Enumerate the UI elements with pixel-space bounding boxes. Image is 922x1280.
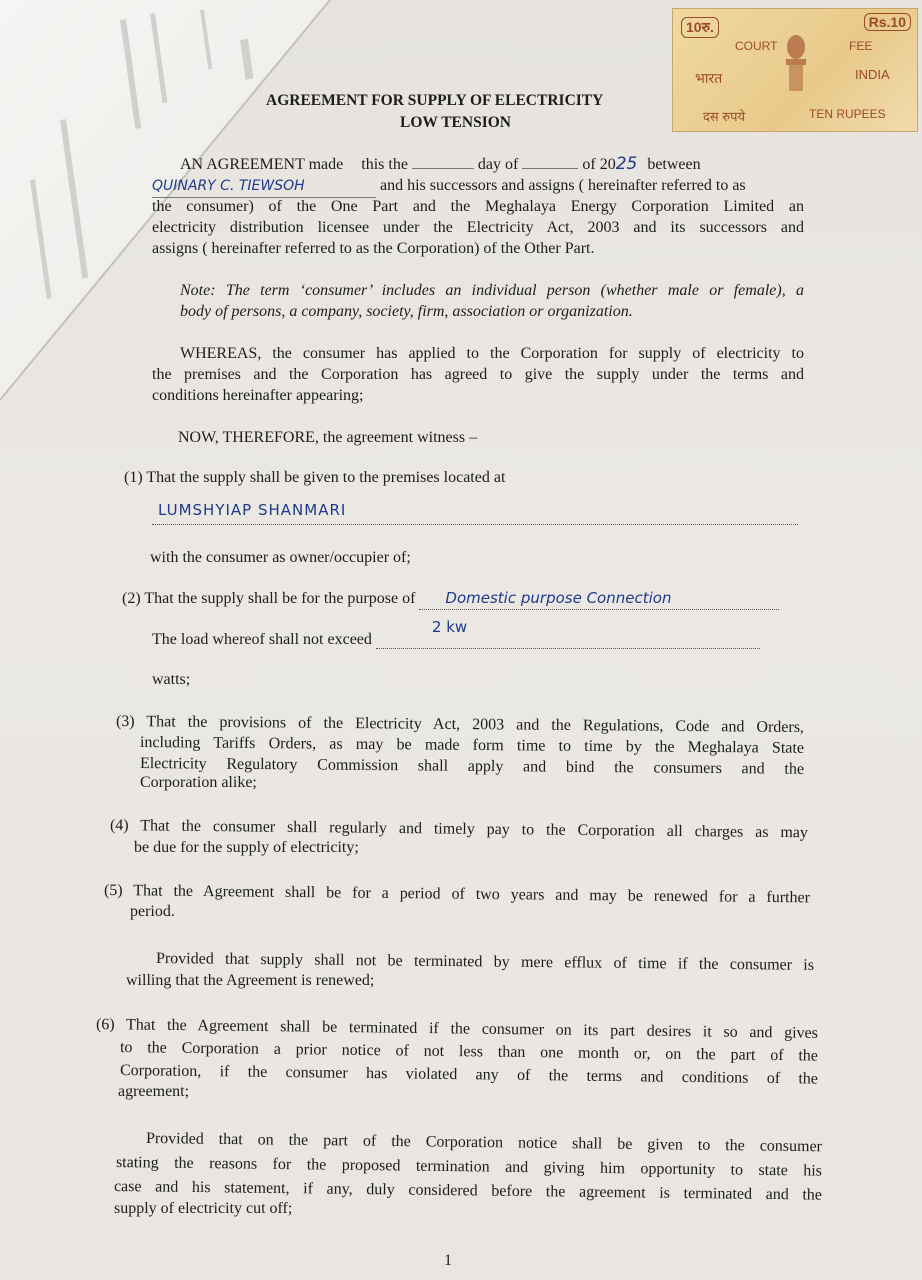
page-number: 1 xyxy=(444,1252,452,1269)
preamble-line-4: electricity distribution licensee under the Electricity Act, 2003 and its successors and xyxy=(152,219,804,236)
clause-6-line-4: agreement; xyxy=(118,1083,190,1100)
clause-6-proviso-1: Provided that on the part of the Corporation notice shall be given to the consumer xyxy=(145,1130,823,1156)
clause-3-line-1: (3) That the provisions of the Electricity Act, 2003 and the Regulations, Code and Orders, xyxy=(115,713,805,737)
note-line-2: body of persons, a company, society, firm, association or organization. xyxy=(180,303,633,320)
location-field xyxy=(152,500,798,525)
clause-2-line-2 xyxy=(152,618,792,651)
now-therefore: NOW, THEREFORE, the agreement witness – xyxy=(178,429,478,446)
whereas-line-1: WHEREAS, the consumer has applied to the Corporation for supply of electricity to xyxy=(180,345,804,362)
load-handwritten: 2 kw xyxy=(431,618,468,636)
clause-5-line-1: (5) That the Agreement shall be for a period of two years and may be renewed for a further xyxy=(103,882,811,907)
clause-6-line-3: Corporation, if the consumer has violated any of the terms and conditions of the xyxy=(119,1062,819,1088)
clause-6-line-2: to the Corporation a prior notice of not less than one month or, on the part of the xyxy=(119,1039,819,1065)
stamp-hindi-value: दस रुपये xyxy=(703,109,746,124)
preamble-line-3: the consumer) of the One Part and the Meghalaya Energy Corporation Limited an xyxy=(152,198,804,215)
load-field xyxy=(376,618,760,649)
clause-6-proviso-4: supply of electricity cut off; xyxy=(114,1200,293,1217)
stamp-denomination-left: 10रु. xyxy=(681,17,719,38)
clause-2-line-3: watts; xyxy=(152,671,191,688)
stamp-fee-text: FEE xyxy=(849,39,873,53)
clause-1-line-2: with the consumer as owner/occupier of; xyxy=(150,549,411,566)
clause-5-line-2: period. xyxy=(130,903,175,920)
clause-6-line-1: (6) That the Agreement shall be terminated if the consumer on its part desires it so and gives xyxy=(95,1016,819,1042)
court-fee-stamp xyxy=(672,8,918,132)
clause-6-proviso-3: case and his statement, if any, duly considered before the agreement is terminated and the xyxy=(113,1178,823,1204)
month-blank xyxy=(522,168,578,169)
clause-5-proviso-1: Provided that supply shall not be terminated by mere efflux of time if the consumer is xyxy=(155,950,815,974)
document-title: AGREEMENT FOR SUPPLY OF ELECTRICITY xyxy=(266,92,604,109)
emblem-icon xyxy=(781,29,811,99)
clause-3-line-4: Corporation alike; xyxy=(140,774,257,791)
preamble-line-2 xyxy=(152,175,804,198)
whereas-line-3: conditions hereinafter appearing; xyxy=(152,387,364,404)
load-label: The load whereof shall not exceed xyxy=(152,631,372,648)
clause-3-line-2: including Tariffs Orders, as may be made form time to time by the Meghalaya State xyxy=(139,734,805,757)
clause-5-proviso-2: willing that the Agreement is renewed; xyxy=(126,972,375,989)
preamble-text-e: between xyxy=(647,156,701,173)
stamp-denomination-right: Rs.10 xyxy=(864,13,911,31)
note-line-1: Note: The term ‘consumer’ includes an individual person (whether male or female), a xyxy=(180,282,804,299)
clause-2-line-1 xyxy=(122,588,830,610)
clause-2-text: (2) That the supply shall be for the purpose of xyxy=(122,590,416,607)
preamble-text-d: of 20 xyxy=(582,156,616,173)
clause-4-line-2: be due for the supply of electricity; xyxy=(134,839,359,856)
preamble-text-line2: and his successors and assigns ( hereinafter referred to as xyxy=(380,177,746,194)
day-blank xyxy=(412,168,474,169)
location-handwritten: LUMSHYIAP SHANMARI xyxy=(158,501,347,519)
clause-4-line-1: (4) That the consumer shall regularly and timely pay to the Corporation all charges as may xyxy=(109,817,809,842)
preamble-line-5: assigns ( hereinafter referred to as the Corporation) of the Other Part. xyxy=(152,240,595,257)
purpose-handwritten: Domestic purpose Connection xyxy=(419,588,779,610)
consumer-name-handwritten: QUINARY C. TIEWSOH xyxy=(152,176,376,198)
stamp-bharat: भारत xyxy=(695,70,723,86)
year-handwritten: 25 xyxy=(615,154,638,174)
preamble-text-c: day of xyxy=(477,156,519,173)
stamp-india: INDIA xyxy=(855,67,890,82)
preamble-text-b: this the xyxy=(361,156,408,173)
document-subtitle: LOW TENSION xyxy=(400,114,511,131)
clause-6-proviso-2: stating the reasons for the proposed termination and giving him opportunity to state his xyxy=(115,1154,823,1180)
whereas-line-2: the premises and the Corporation has agreed to give the supply under the terms and xyxy=(152,366,804,383)
preamble-line-1 xyxy=(180,154,804,175)
clause-1-line-1: (1) That the supply shall be given to the premises located at xyxy=(124,469,506,486)
preamble-text-a: AN AGREEMENT made xyxy=(180,156,344,173)
stamp-english-value: TEN RUPEES xyxy=(809,107,886,121)
stamp-court-text: COURT xyxy=(735,39,778,53)
clause-3-line-3: Electricity Regulatory Commission shall apply and bind the consumers and the xyxy=(139,755,805,778)
